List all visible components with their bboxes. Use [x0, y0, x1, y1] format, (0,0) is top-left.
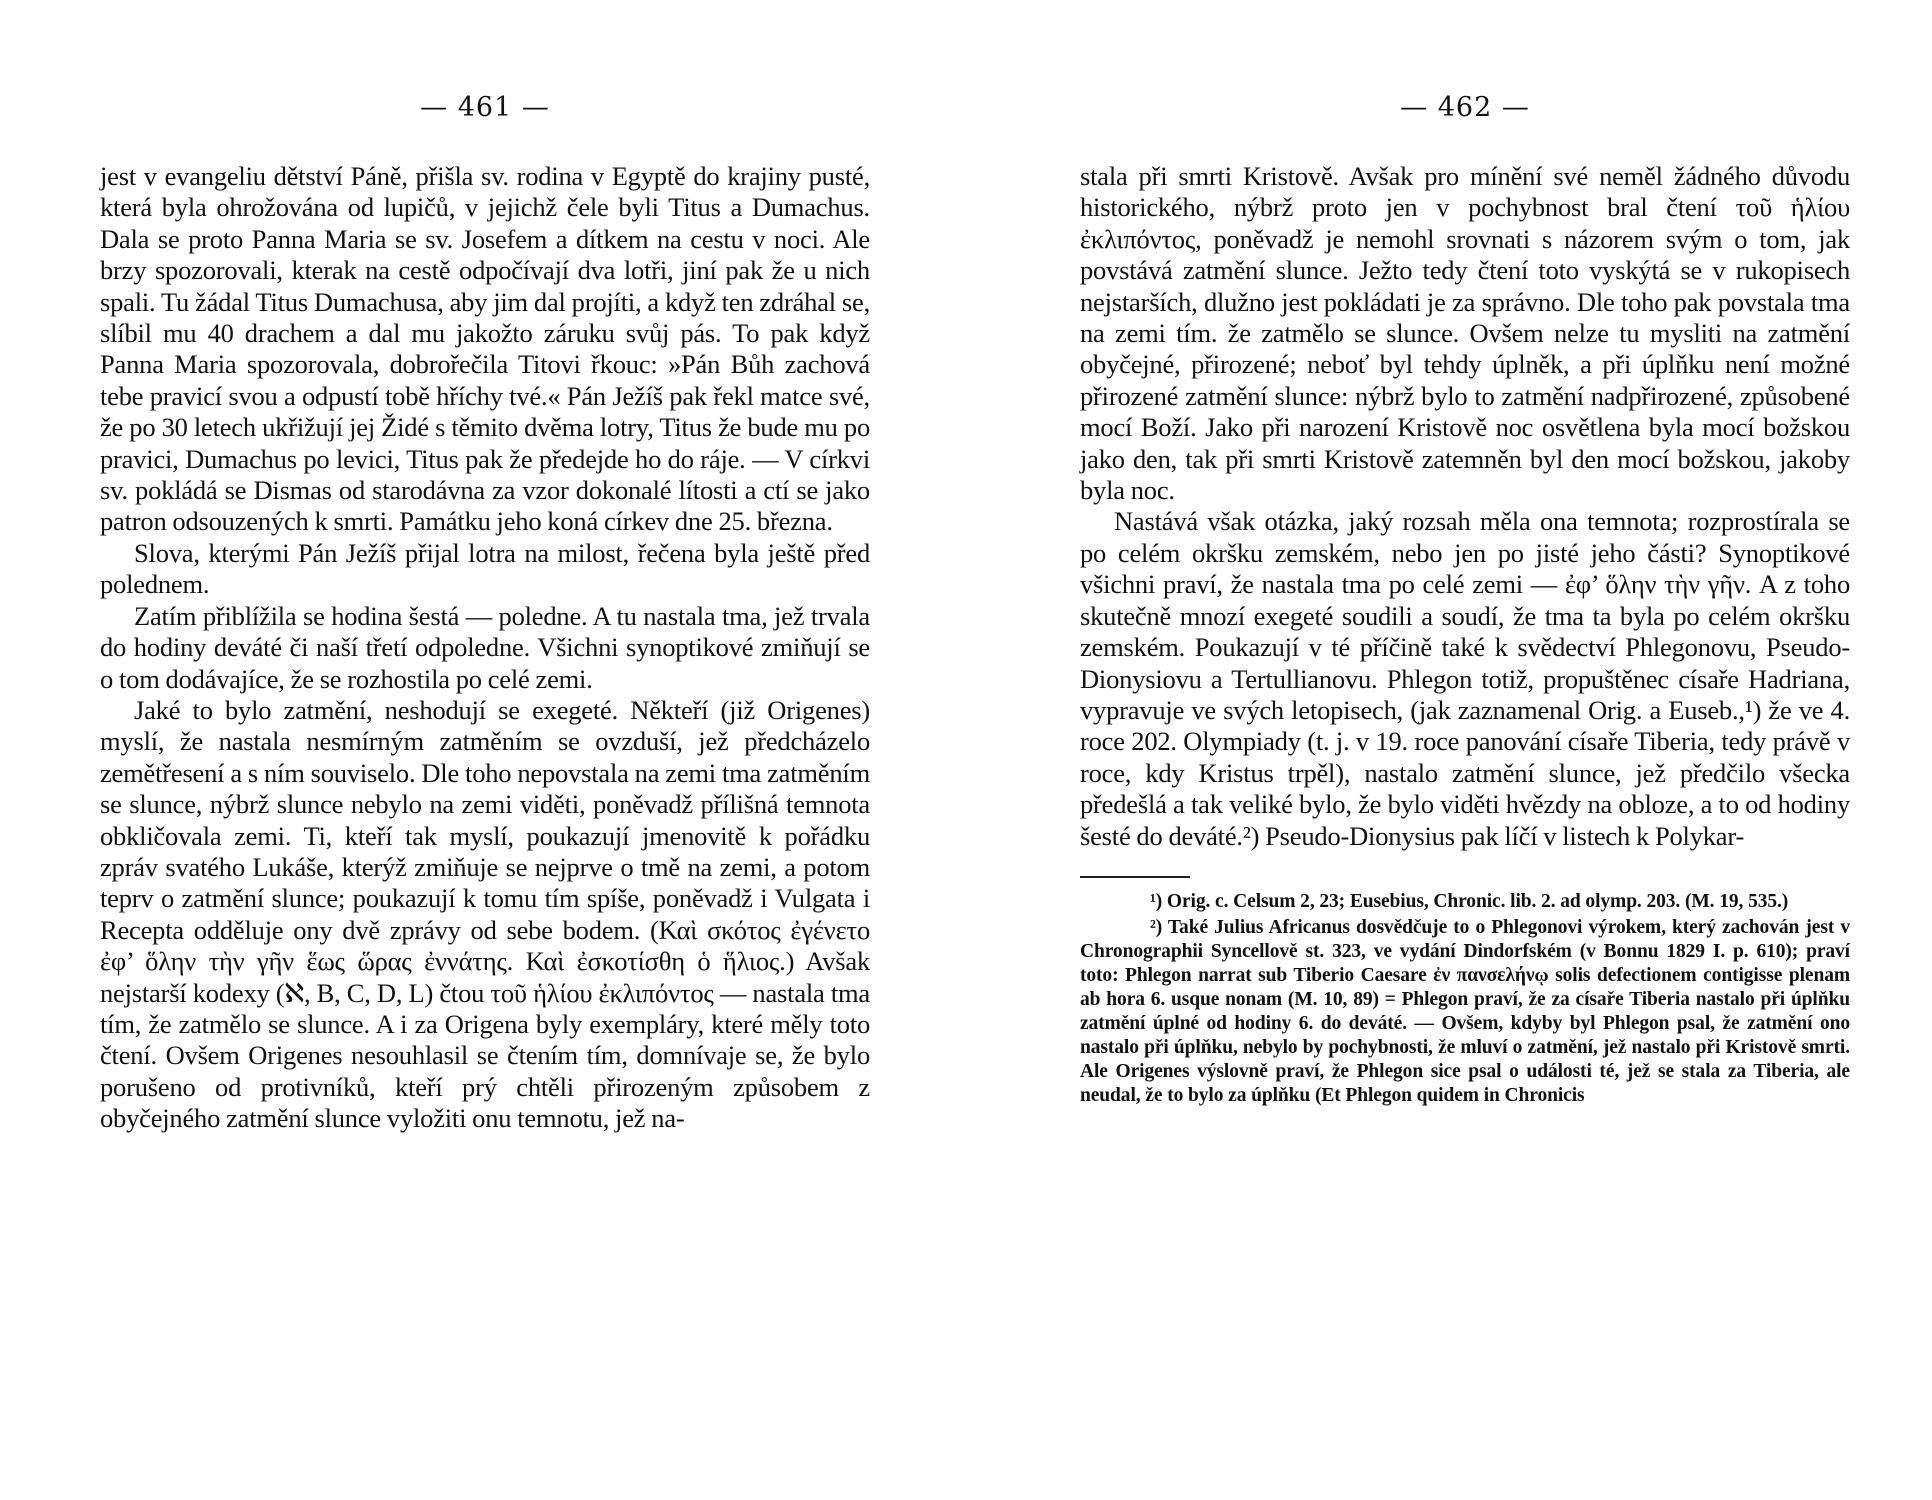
right-paragraph-2: Nastává však otázka, jaký rozsah měla ona temnota; rozprostírala se po celém okršku zemském, nebo jen po jisté jeho části? Synoptikové všichni praví, že nastala tma po celé zemi — ἐφ’ ὅλην τὴν γῆν. A z toho skutečně mnozí exegeté soudili a soudí, že tma ta byla po celém okršku zemském. Poukazují v té příčině také k svědectví Phlegonovu, Pseudo-Dionysiovu a Tertullianovu. Phlegon totiž, propuštěnec císaře Hadriana, vypravuje ve svých letopisech, (jak zaznamenal Orig. a Euseb.,¹) že ve 4. roce 202. Olympiady (t. j. v 19. roce panování císaře Tiberia, tedy právě v roce, kdy Kristus trpěl), nastalo zatmění slunce, jež předčilo všecka předešlá a tak veliké bylo, že bylo viděti hvězdy na obloze, a to od hodiny šesté do deváté.²) Pseudo-Dionysius pak líčí v listech k Polykar- — [1080, 506, 1850, 851]
left-paragraph-2: Slova, kterými Pán Ježíš přijal lotra na milost, řečena byla ještě před polednem. — [100, 537, 870, 600]
page-number-right: — 462 — — [1400, 92, 1530, 123]
right-page-body — [1080, 161, 1850, 852]
footnote-2: ²) Také Julius Africanus dosvědčuje to o Phlegonovi výrokem, který zachován jest v Chronographii Syncellově st. 323, ve vydání Dindorfském (v Bonnu 1829 I. p. 610); praví toto: Phlegon narrat sub Tiberio Caesare ἐν πανσελήνῳ solis defectionem contigisse plenam ab hora 6. usque nonam (M. 10, 89) = Phlegon praví, že za císaře Tiberia nastalo při úplňku zatmění úplné od hodiny 6. do deváté. — Ovšem, kdyby byl Phlegon psal, že zatmění ono nastalo při úplňku, nebylo by pochybnosti, že mluví o zatmění, jež nastalo při Kristově smrti. Ale Origenes výslovně praví, že Phlegon sice psal o události té, jež se stala za Tiberia, ale neudal, že to bylo za úplňku (Et Phlegon quidem in Chronicis — [1080, 916, 1850, 1106]
right-paragraph-1: stala při smrti Kristově. Avšak pro mínění své neměl žádného důvodu historického, nýbrž proto jen v pochybnost bral čtení τοῦ ἡλίου ἐκλιπόντος, poněvadž je nemohl srovnati s názorem svým o tom, jak povstává zatmění slunce. Ježto tedy čtení toto vyskýtá se v rukopisech nejstarších, dlužno jest pokládati je za správno. Dle toho pak povstala tma na zemi tím. že zatmělo se slunce. Ovšem nelze tu mysliti na zatmění obyčejné, přirozené; neboť byl tehdy úplněk, a při úplňku není možné přirozené zatmění slunce: nýbrž bylo to zatmění nadpřirozené, způsobené mocí Boží. Jako při narození Kristově noc osvětlena byla mocí božskou jako den, tak při smrti Kristově zatemněn byl den mocí božskou, jakoby byla noc. — [1080, 161, 1850, 506]
left-page — [100, 92, 870, 1135]
right-page — [1080, 92, 1850, 1108]
left-page-body — [100, 161, 870, 1135]
footnote-1: ¹) Orig. c. Celsum 2, 23; Eusebius, Chronic. lib. 2. ad olymp. 203. (M. 19, 535.) — [1150, 890, 1789, 912]
left-paragraph-3: Zatím přiblížila se hodina šestá — poledne. A tu nastala tma, jež trvala do hodiny deváté či naší třetí odpoledne. Všichni synoptikové zmiňují se o tom dodávajíce, že se rozhostila po celé zemi. — [100, 600, 870, 694]
page-number-left: — 461 — — [420, 92, 550, 123]
footnotes — [1080, 890, 1850, 1108]
footnote-divider — [1080, 876, 1190, 878]
left-paragraph-4: Jaké to bylo zatmění, neshodují se exegeté. Někteří (již Origenes) myslí, že nastala nesmírným zatměním se ovzduší, jež předcházelo zemětřesení a s ním souviselo. Dle toho nepovstala na zemi tma zatměním se slunce, nýbrž slunce nebylo na zemi viděti, poněvadž přílišná temnota obkličovala zemi. Ti, kteří tak myslí, poukazují jmenovitě k pořádku zpráv svatého Lukáše, kterýž zmiňuje se nejprve o tmě na zemi, a potom teprv o zatmění slunce; poukazují k tomu tím spíše, poněvadž i Vulgata i Recepta odděluje ony dvě zprávy od sebe bodem. (Καὶ σκότος ἐγένετο ἐφ’ ὅλην τὴν γῆν ἕως ὥρας ἐννάτης. Καὶ ἐσκοτίσθη ὁ ἥλιος.) Avšak nejstarší kodexy (ℵ, B, C, D, L) čtou τοῦ ἡλίου ἐκλιπόντος — nastala tma tím, že zatmělo se slunce. A i za Origena byly exempláry, které měly toto čtení. Ovšem Origenes nesouhlasil se čtením tím, domnívaje se, že bylo porušeno od protivníků, kteří prý chtěli přirozeným způsobem z obyčejného zatmění slunce vyložiti onu temnotu, jež na- — [100, 694, 870, 1134]
left-paragraph-1: jest v evangeliu dětství Páně, přišla sv. rodina v Egyptě do krajiny pusté, která byla ohrožována od lupičů, v jejichž čele byli Titus a Dumachus. Dala se proto Panna Maria se sv. Josefem a dítkem na cestu v noci. Ale brzy spozorovali, kterak na cestě odpočívají dva lotři, jiní pak že u nich spali. Tu žádal Titus Dumachusa, aby jim dal projíti, a když ten zdráhal se, slíbil mu 40 drachem a dal mu jakožto záruku svůj pás. To pak když Panna Maria spozorovala, dobrořečila Titovi řkouc: »Pán Bůh zachová tebe pravicí svou a odpustí tobě hříchy tvé.« Pán Ježíš pak řekl matce své, že po 30 letech ukřižují jej Židé s těmito dvěma lotry, Titus že bude mu po pravici, Dumachus po levici, Titus pak že předejde ho do ráje. — V církvi sv. pokládá se Dismas od starodávna za vzor dokonalé lítosti a ctí se jako patron odsouzených k smrti. Památku jeho koná církev dne 25. března. — [100, 161, 870, 537]
